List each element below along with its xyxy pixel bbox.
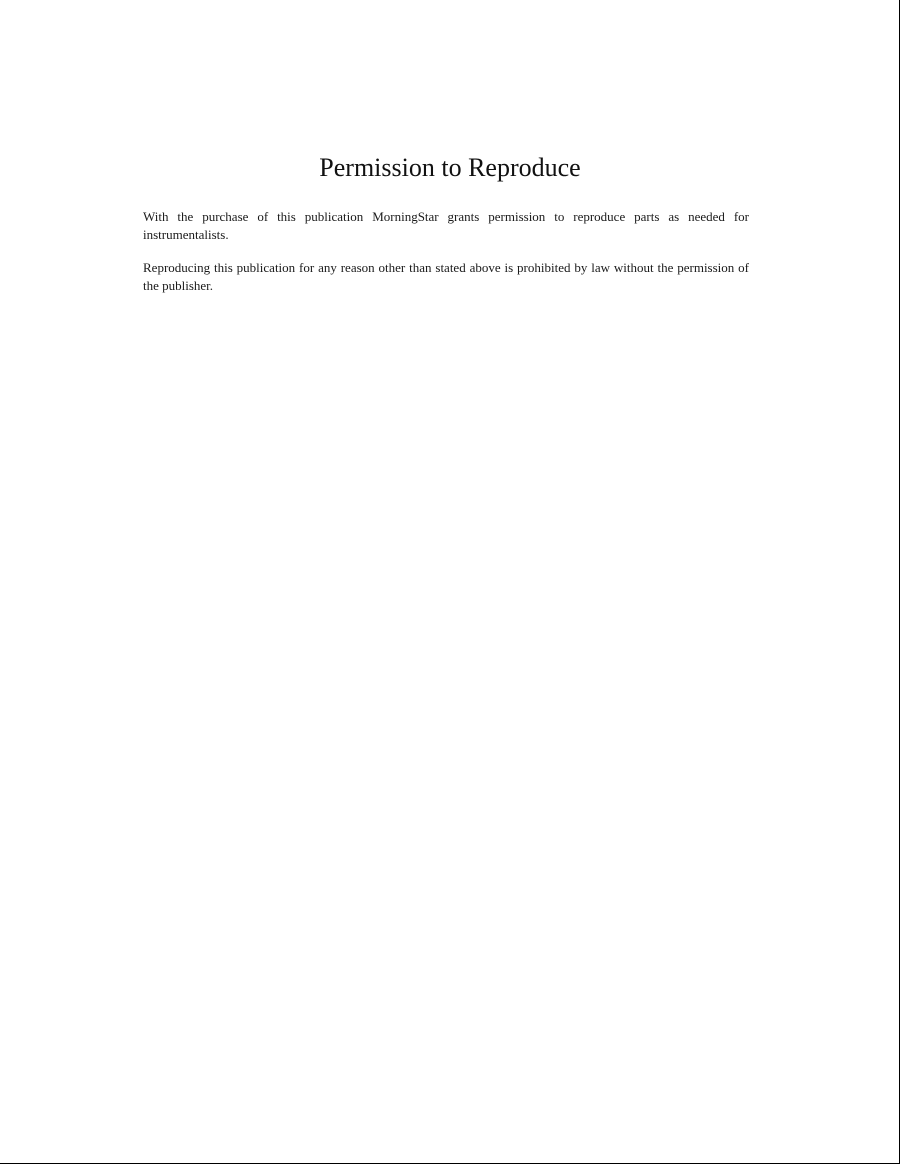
prohibition-paragraph: Reproducing this publication for any reason other than stated above is prohibited by law without the permission of the publisher.	[143, 260, 749, 293]
page-title: Permission to Reproduce	[319, 153, 581, 182]
permission-paragraph: With the purchase of this publication MorningStar grants permission to reproduce parts as needed for instrumentalists.	[143, 209, 749, 242]
body-text	[143, 208, 749, 310]
